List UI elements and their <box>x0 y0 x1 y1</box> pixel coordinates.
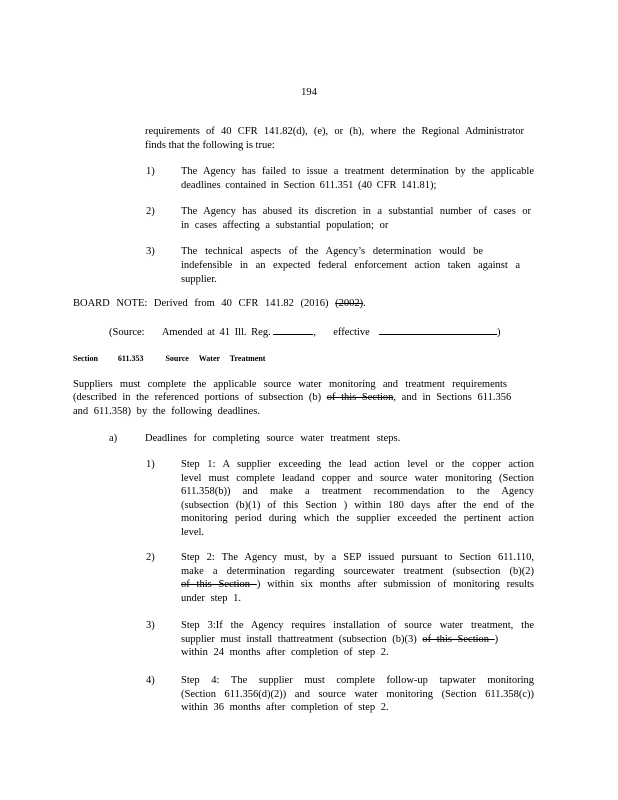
struck-text: of this Section <box>326 392 394 403</box>
body-line-2 <box>73 391 511 404</box>
step-line: (Section 611.356(d)(2)) and source water monitoring (Section 611.358(c)) <box>181 688 534 700</box>
step-line: Step 1: A supplier exceeding the lead action level or the copper action <box>181 459 534 470</box>
source-close: ) <box>497 327 501 338</box>
step-line: (subsection (b)(1) of this Section ) within 180 days after the end of the <box>181 499 534 511</box>
step-line: monitoring period during which the supplier exceeded the pertinent action <box>181 513 534 525</box>
source-amended: Amended at 41 Ill. Reg. <box>161 327 271 338</box>
effective-date-blank <box>379 324 497 335</box>
condition-line: The Agency has failed to issue a treatment determination by the applicable <box>181 166 534 177</box>
source-prefix: (Source: <box>109 327 145 338</box>
board-note <box>73 297 366 310</box>
section-label: Section <box>73 354 98 363</box>
condition-line: indefensible in an expected federal enforcement action taken against a <box>181 260 520 271</box>
intro-line-2: finds that the following is true: <box>145 140 275 151</box>
condition-number: 2) <box>146 206 155 217</box>
section-title: Source Water Treatment <box>165 354 266 363</box>
condition-line: deadlines contained in Section 611.351 (40 CFR 141.81); <box>181 180 437 191</box>
step-line: within 24 months after completion of step 2. <box>181 647 389 659</box>
body-text: , and in Sections 611.356 <box>393 392 512 403</box>
step-line: level. <box>181 527 205 538</box>
struck-text: of this Section <box>422 633 495 645</box>
step-line: under step 1. <box>181 592 241 604</box>
step-line: within 36 months after completion of step 2. <box>181 702 389 714</box>
condition-number: 1) <box>146 166 155 177</box>
condition-line: The Agency has abused its discretion in a substantial number of cases or <box>181 206 531 217</box>
page-number: 194 <box>301 87 317 98</box>
step-line: make a determination regarding sourcewater treatment (subsection (b)(2) <box>181 565 534 577</box>
section-number: 611.353 <box>117 354 144 363</box>
source-effective: effective <box>333 327 370 338</box>
step-number: 3) <box>146 620 155 631</box>
step-line: level must complete leadand copper and source water monitoring (Section <box>181 472 534 484</box>
item-a-text: Deadlines for completing source water treatment steps. <box>145 433 401 444</box>
body-line-3: and 611.358) by the following deadlines. <box>73 406 260 417</box>
board-note-text: BOARD NOTE: Derived from 40 CFR 141.82 (2016) <box>73 298 329 309</box>
condition-line: in cases affecting a substantial population; or <box>181 220 389 231</box>
board-note-struck: (2002) <box>335 298 364 309</box>
condition-line: supplier. <box>181 274 217 285</box>
section-heading <box>73 352 265 365</box>
body-line-1: Suppliers must complete the applicable source water monitoring and treatment requirements <box>73 379 507 390</box>
condition-number: 3) <box>146 246 155 257</box>
board-note-end: . <box>363 298 366 309</box>
body-text: (described in the referenced portions of subsection (b) <box>73 392 322 403</box>
step-line: 611.358(b)) and make a treatment recommendation to the Agency <box>181 486 534 498</box>
register-page-blank <box>273 324 313 335</box>
step-number: 1) <box>146 459 155 470</box>
step-line: Step 3:If the Agency requires installation of source water treatment, the <box>181 620 534 631</box>
intro-line-1: requirements of 40 CFR 141.82(d), (e), or (h), where the Regional Administrator <box>145 126 524 137</box>
source-line <box>109 324 501 339</box>
step-number: 4) <box>146 675 155 686</box>
step-line: Step 2: The Agency must, by a SEP issued pursuant to Section 611.110, <box>181 552 534 563</box>
source-comma: , <box>313 327 316 338</box>
struck-text: of this Section <box>181 579 257 591</box>
step-line: of this Section ) within six months after submission of monitoring results <box>181 579 534 591</box>
step-line: supplier must install thattreatment (subsection (b)(3) of this Section ) <box>181 633 499 645</box>
step-line: Step 4: The supplier must complete follow-up tapwater monitoring <box>181 675 534 686</box>
step-number: 2) <box>146 552 155 563</box>
item-a-letter: a) <box>109 433 118 444</box>
condition-line: The technical aspects of the Agency’s determination would be <box>181 246 483 257</box>
